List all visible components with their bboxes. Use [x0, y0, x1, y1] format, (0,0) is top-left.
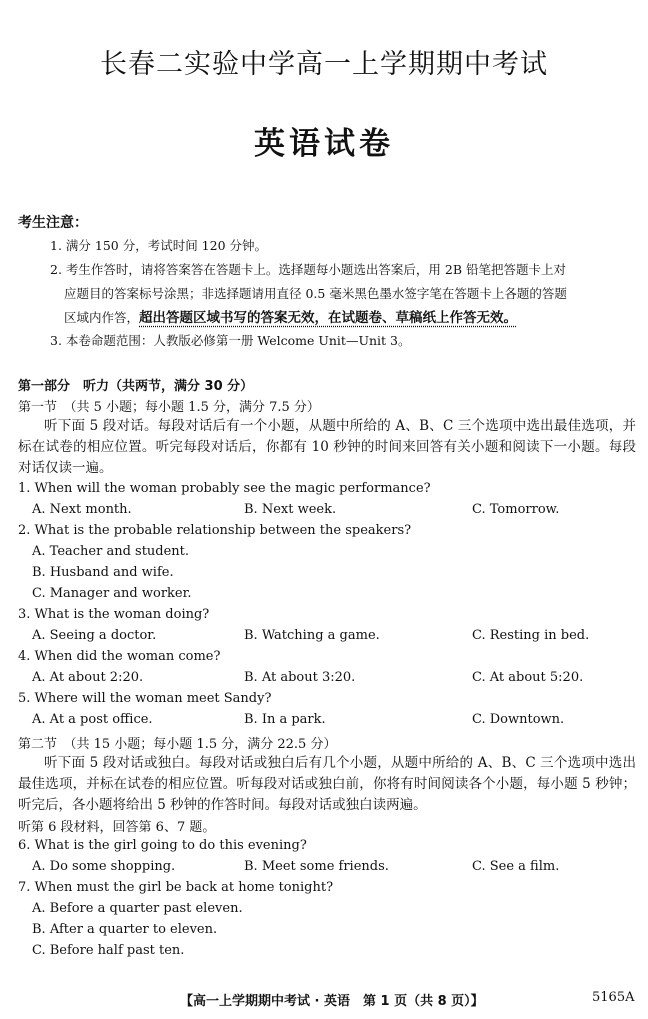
question-7-option-a: A. Before a quarter past eleven.: [32, 901, 243, 916]
question-1-option-c: C. Tomorrow.: [472, 502, 560, 517]
notice-item-2-line-2: 应题目的答案标号涂黑；非选择题请用直径 0.5 毫米黑色墨水签字笔在答题卡上各题的答题: [64, 286, 567, 301]
section1-heading: 第一节 （共 5 小题；每小题 1.5 分，满分 7.5 分）: [18, 400, 320, 415]
question-4-option-a: A. At about 2:20.: [32, 670, 144, 685]
question-7-option-c: C. Before half past ten.: [32, 943, 185, 958]
notice-item-1: 1. 满分 150 分，考试时间 120 分钟。: [50, 238, 268, 253]
question-3-option-a: A. Seeing a doctor.: [32, 628, 157, 643]
question-2-option-b: B. Husband and wife.: [32, 565, 174, 580]
page-subtitle: 英语试卷: [254, 126, 394, 162]
footer-code: 5165A: [592, 990, 635, 1005]
section2-heading: 第二节 （共 15 小题；每小题 1.5 分，满分 22.5 分）: [18, 737, 337, 752]
question-6-stem: 6. What is the girl going to do this evening?: [18, 838, 307, 853]
question-1-option-b: B. Next week.: [244, 502, 337, 517]
notice-item-3: 3. 本卷命题范围：人教版必修第一册 Welcome Unit—Unit 3。: [50, 333, 411, 348]
question-5-option-c: C. Downtown.: [472, 712, 565, 727]
notice-warning: 超出答题区域书写的答案无效，在试题卷、草稿纸上作答无效。: [139, 310, 518, 326]
question-4-option-b: B. At about 3:20.: [244, 670, 356, 685]
notice-heading: 考生注意：: [18, 215, 88, 231]
notice-item-2-line-1: 2. 考生作答时，请将答案答在答题卡上。选择题每小题选出答案后，用 2B 铅笔把答题卡上对: [50, 262, 566, 277]
question-5-option-b: B. In a park.: [244, 712, 326, 727]
notice-item-2-line-3: [64, 306, 517, 326]
section1-instructions: 听下面 5 段对话。每段对话后有一个小题，从题中所给的 A、B、C 三个选项中选出最佳选项，并标在试卷的相应位置。听完每段对话后，你都有 10 秒钟的时间来回答有关小题和阅读下一小题。每段对话仅读一遍。: [18, 418, 636, 476]
question-3-option-b: B. Watching a game.: [244, 628, 380, 643]
question-2-stem: 2. What is the probable relationship between the speakers?: [18, 523, 412, 538]
question-3-stem: 3. What is the woman doing?: [18, 607, 210, 622]
page-title: 长春二实验中学高一上学期期中考试: [100, 49, 548, 79]
question-6-option-a: A. Do some shopping.: [32, 859, 176, 874]
footer-page-info: 【高一上学期期中考试 · 英语 第 1 页（共 8 页）】: [180, 994, 484, 1009]
section2-instructions: 听下面 5 段对话或独白。每段对话或独白后有几个小题，从题中所给的 A、B、C 三个选项中选出最佳选项，并标在试卷的相应位置。听每段对话或独白前，你将有时间阅读各个小题，每小题 5 秒钟；听完后，各小题将给出 5 秒钟的作答时间。每段对话或独白读两遍。: [18, 755, 636, 813]
question-5-option-a: A. At a post office.: [32, 712, 153, 727]
question-7-option-b: B. After a quarter to eleven.: [32, 922, 218, 937]
question-4-stem: 4. When did the woman come?: [18, 649, 221, 664]
question-6-option-b: B. Meet some friends.: [244, 859, 389, 874]
part1-heading: 第一部分 听力（共两节，满分 30 分）: [18, 379, 254, 394]
question-4-option-c: C. At about 5:20.: [472, 670, 584, 685]
question-1-stem: 1. When will the woman probably see the magic performance?: [18, 481, 431, 496]
question-3-option-c: C. Resting in bed.: [472, 628, 590, 643]
notice-item-2-line-3-plain: 区域内作答，: [64, 310, 140, 325]
question-2-option-c: C. Manager and worker.: [32, 586, 192, 601]
question-5-stem: 5. Where will the woman meet Sandy?: [18, 691, 272, 706]
question-1-option-a: A. Next month.: [32, 502, 132, 517]
question-7-stem: 7. When must the girl be back at home tonight?: [18, 880, 334, 895]
material-6-note: 听第 6 段材料，回答第 6、7 题。: [18, 820, 216, 835]
question-6-option-c: C. See a film.: [472, 859, 560, 874]
question-2-option-a: A. Teacher and student.: [32, 544, 190, 559]
